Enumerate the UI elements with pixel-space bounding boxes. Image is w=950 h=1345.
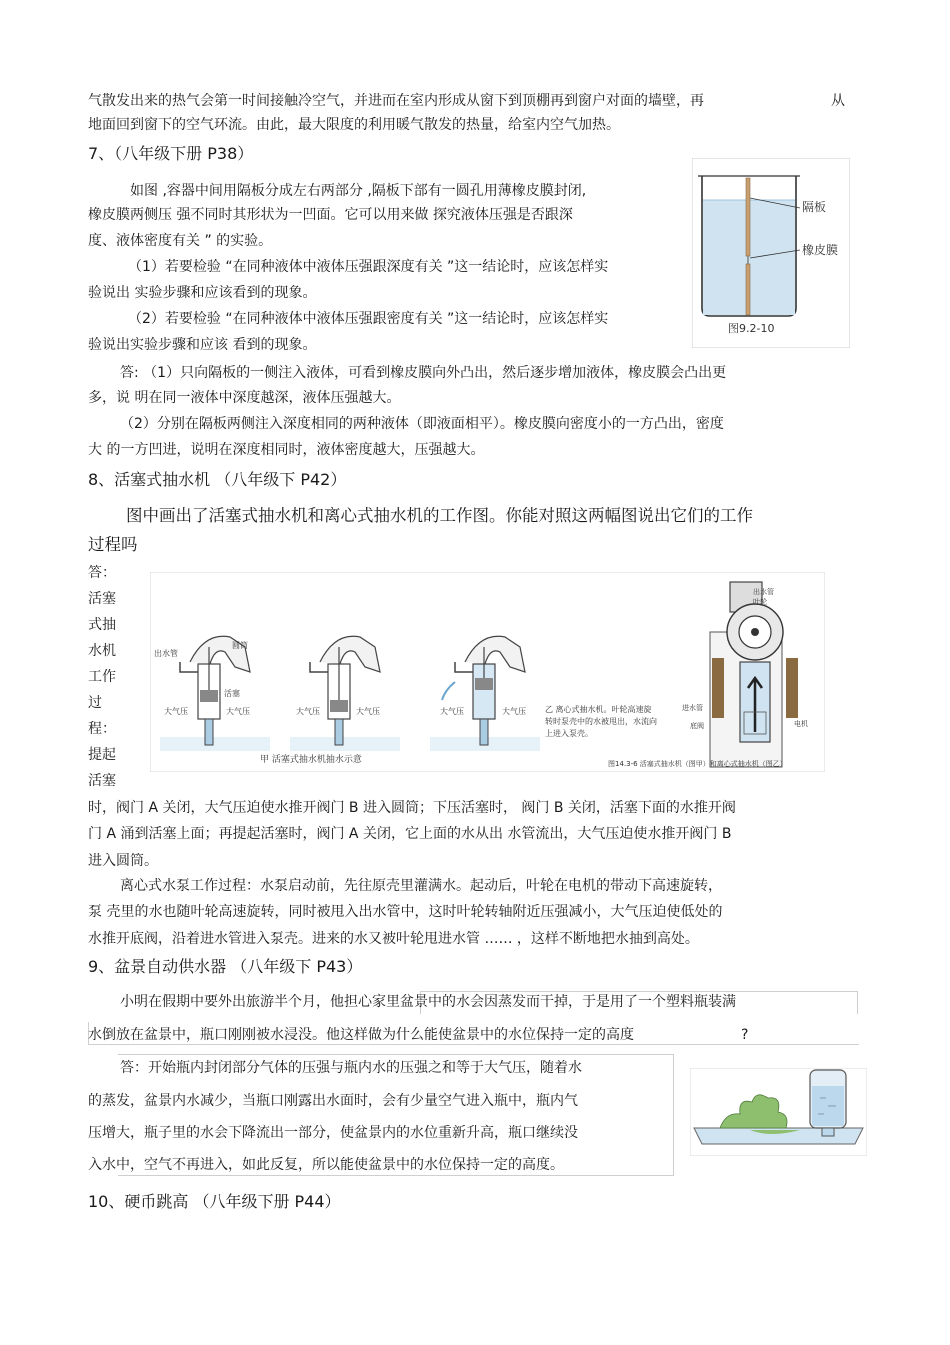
q7-answer-2: 多，说 明在同一液体中深度越深，液体压强越大。 — [88, 390, 401, 406]
q9-para-2-question-mark: ? — [741, 1027, 749, 1043]
q7-para-2: 橡皮膜两侧压 强不同时其形状为一凹面。它可以用来做 探究液体压强是否跟深 — [88, 207, 573, 223]
q10-heading: 10、硬币跳高 （八年级下册 P44） — [88, 1192, 341, 1211]
figure-caption: 图9.2-10 — [728, 322, 775, 335]
q8-question-1: 图中画出了活塞式抽水机和离心式抽水机的工作图。你能对照这两幅图说出它们的工作 — [126, 506, 753, 525]
q9-answer-1: 答：开始瓶内封闭部分气体的压强与瓶内水的压强之和等于大气压，随着水 — [120, 1060, 582, 1076]
intro-line-1-end: 从 — [831, 93, 845, 109]
q8-centrifugal-3: 水推开底阀，沿着进水管进入泵壳。进来的水又被叶轮甩进水管 …… ，这样不断地把水抽到高处。 — [88, 931, 699, 947]
q8-answer-column: 答：活塞式抽水机工作过程：提起活塞 — [88, 565, 116, 789]
q8-answer-line-1: 时，阀门 A 关闭，大气压迫使水推开阀门 B 进入圆筒；下压活塞时， 阀门 B 关闭，活塞下面的水推开阀 — [88, 800, 736, 816]
q8-question-2: 过程吗 — [88, 535, 138, 554]
q9-heading: 9、盆景自动供水器 （八年级下 P43） — [88, 957, 363, 976]
label-piston: 活塞 — [224, 689, 240, 698]
label-inlet: 进水管 — [682, 704, 703, 712]
q7-para-4: （1）若要检验 “在同种液体中液体压强跟深度有关 ”这一结论时，应该怎样实 — [128, 259, 609, 275]
q7-para-5: 验说出 实验步骤和应该看到的现象。 — [88, 285, 317, 301]
intro-line-1: 气散发出来的热气会第一时间接触冷空气，并进而在室内形成从窗下到顶棚再到窗户对面的墙壁，再 — [88, 93, 704, 109]
caption-centrifugal-1: 乙 离心式抽水机。叶轮高速旋 — [545, 705, 652, 714]
label-membrane: 橡皮膜 — [802, 243, 839, 257]
label-atm-6: 大气压 — [502, 707, 526, 716]
label-valve: 底阀 — [690, 722, 704, 730]
q9-answer-2: 的蒸发，盆景内水减少，当瓶口刚露出水面时，会有少量空气进入瓶中，瓶内气 — [88, 1093, 578, 1109]
caption-centrifugal-3: 上进入泵壳。 — [545, 729, 593, 738]
container-diagram — [692, 158, 850, 348]
q8-answer-line-3: 进入圆筒。 — [88, 853, 158, 869]
label-motor: 电机 — [794, 720, 808, 728]
q7-para-3: 度、液体密度有关 ” 的实验。 — [88, 233, 273, 249]
q9-para-1: 小明在假期中要外出旅游半个月，他担心家里盆景中的水会因蒸发而干掉，于是用了一个塑料瓶装满 — [120, 994, 736, 1010]
q9-answer-3: 压增大，瓶子里的水会下降流出一部分，使盆景内的水位重新升高，瓶口继续没 — [88, 1125, 578, 1141]
label-partition: 隔板 — [802, 200, 827, 214]
q9-answer-4: 入水中，空气不再进入，如此反复，所以能使盆景中的水位保持一定的高度。 — [88, 1157, 564, 1173]
q7-answer-4: 大 的一方凹进，说明在深度相同时，液体密度越大，压强越大。 — [88, 442, 485, 458]
label-outlet-pipe: 出水管 — [154, 649, 178, 658]
q7-para-7: 验说出实验步骤和应该 看到的现象。 — [88, 337, 317, 353]
q8-centrifugal-2: 泵 壳里的水也随叶轮高速旋转，同时被甩入出水管中，这时叶轮转轴附近压强减小，大气压迫使低处的 — [88, 904, 723, 920]
label-atm-3: 大气压 — [296, 707, 320, 716]
label-centrifugal-outlet: 出水管 — [753, 588, 774, 596]
label-atm-4: 大气压 — [356, 707, 380, 716]
q7-answer-1: 答: （1）只向隔板的一侧注入液体，可看到橡皮膜向外凸出，然后逐步增加液体，橡皮膜会凸出更 — [120, 365, 727, 381]
caption-piston-pump: 甲 活塞式抽水机抽水示意 — [260, 755, 362, 765]
label-atm-5: 大气压 — [440, 707, 464, 716]
pump-diagram — [150, 572, 825, 772]
label-atm-1: 大气压 — [164, 707, 188, 716]
label-impeller: 叶轮 — [753, 598, 767, 606]
q7-heading: 7、（八年级下册 P38） — [88, 144, 254, 163]
caption-centrifugal-2: 转时泵壳中的水被甩出，水流向 — [545, 717, 657, 726]
figure-caption-pumps: 图14.3-6 活塞式抽水机（图甲）和离心式抽水机（图乙） — [608, 760, 787, 768]
bonsai-diagram — [690, 1068, 867, 1156]
q7-para-1: 如图 ,容器中间用隔板分成左右两部分 ,隔板下部有一圆孔用薄橡皮膜封闭, — [130, 183, 587, 199]
q8-answer-line-2: 门 A 涌到活塞上面；再提起活塞时，阀门 A 关闭，它上面的水从出 水管流出，大气压迫使水推开阀门 B — [88, 826, 732, 842]
intro-line-2: 地面回到窗下的空气环流。由此，最大限度的利用暖气散发的热量，给室内空气加热。 — [88, 117, 620, 133]
container-figure — [692, 158, 850, 348]
q7-answer-3: （2）分别在隔板两侧注入深度相同的两种液体（即液面相平）。橡皮膜向密度小的一方凸出，密度 — [120, 416, 724, 432]
q8-centrifugal-1: 离心式水泵工作过程：水泵启动前，先往原壳里灌满水。起动后，叶轮在电机的带动下高速旋转， — [120, 878, 722, 894]
label-cylinder: 圆筒 — [232, 641, 248, 650]
q7-para-6: （2）若要检验 “在同种液体中液体压强跟密度有关 ”这一结论时，应该怎样实 — [128, 311, 609, 327]
q9-para-2: 水倒放在盆景中，瓶口刚刚被水浸没。他这样做为什么能使盆景中的水位保持一定的高度 — [88, 1027, 634, 1043]
label-atm-2: 大气压 — [226, 707, 250, 716]
pump-figure — [150, 572, 825, 772]
bonsai-figure — [690, 1068, 867, 1156]
q8-heading: 8、活塞式抽水机 （八年级下 P42） — [88, 470, 347, 489]
